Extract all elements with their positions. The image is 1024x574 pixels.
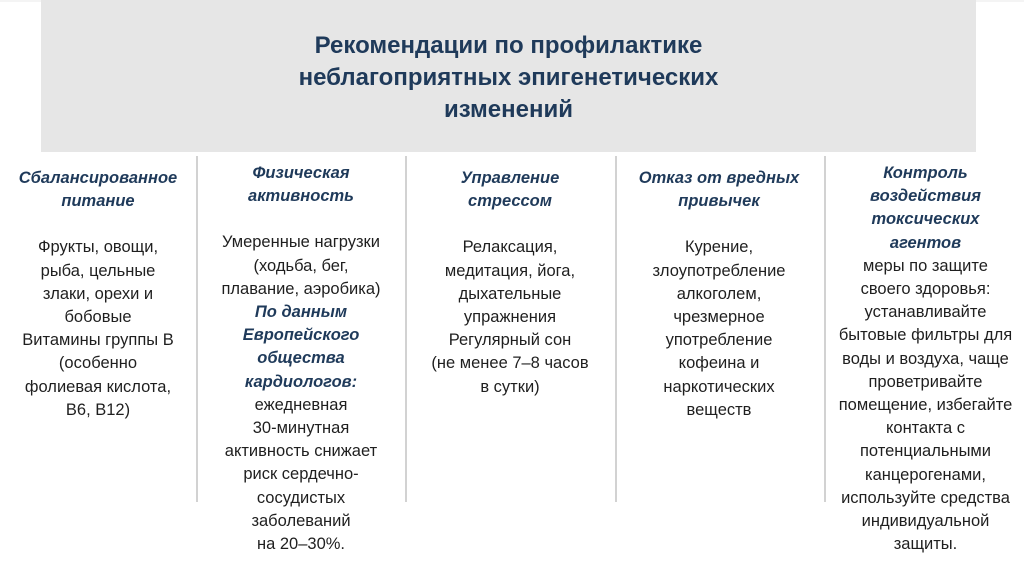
column-emphasis-line: кардиологов: bbox=[244, 372, 358, 391]
column-text-line: контакта с bbox=[885, 419, 966, 438]
title-line: изменений bbox=[443, 96, 574, 123]
column-text-line: Релаксация, bbox=[462, 238, 558, 257]
column-text-line: кофеина и bbox=[678, 354, 760, 373]
column-text-line: помещение, избегайте bbox=[838, 396, 1013, 415]
column-heading-line: Отказ от вредных bbox=[638, 169, 800, 187]
column-heading-line: воздействия bbox=[870, 187, 981, 206]
column-text-line: упражнения bbox=[463, 308, 557, 327]
column-text-line: риск сердечно- bbox=[243, 465, 359, 484]
column-bad-habits bbox=[619, 167, 819, 422]
column-stress-management bbox=[410, 167, 610, 399]
column-text-line: бытовые фильтры для bbox=[838, 326, 1013, 345]
column-divider bbox=[405, 156, 407, 502]
column-text-line: В6, В12) bbox=[65, 400, 131, 419]
column-text-line: активность снижает bbox=[224, 442, 378, 461]
column-heading-line: агентов bbox=[889, 233, 962, 252]
column-text-line: Регулярный сон bbox=[448, 331, 572, 350]
column-text-line: Фрукты, овощи, bbox=[37, 238, 159, 257]
column-text-line: Умеренные нагрузки bbox=[221, 233, 380, 252]
column-text-line: медитация, йога, bbox=[444, 261, 576, 280]
page-title bbox=[41, 30, 976, 126]
column-text-line: (особенно bbox=[58, 354, 138, 373]
column-text-line: индивидуальной bbox=[861, 512, 990, 531]
column-emphasis-line: По данным bbox=[254, 303, 348, 322]
column-text-line: Курение, bbox=[684, 238, 754, 257]
column-text-line: чрезмерное bbox=[673, 308, 765, 327]
column-text-line: воды и воздуха, чаще bbox=[842, 349, 1009, 368]
column-text-line: на 20–30%. bbox=[256, 535, 345, 554]
column-text-line: дыхательные bbox=[458, 284, 562, 303]
column-heading-line: активность bbox=[248, 187, 354, 206]
column-text-line: злоупотребление bbox=[652, 261, 786, 280]
column-heading-line: питание bbox=[61, 192, 135, 211]
column-text-line: злаки, орехи и bbox=[42, 284, 154, 303]
column-heading-line: привычек bbox=[678, 192, 760, 211]
column-text-line: алкоголем, bbox=[676, 284, 762, 303]
column-text-line: рыба, цельные bbox=[40, 261, 156, 280]
column-text-line: защиты. bbox=[893, 535, 958, 554]
column-heading-line: токсических bbox=[871, 210, 980, 229]
column-text-line: Витамины группы В bbox=[22, 331, 174, 350]
column-toxic-agents bbox=[827, 162, 1024, 556]
column-physical-activity bbox=[202, 162, 400, 556]
column-text-line: ежедневная bbox=[254, 395, 348, 414]
column-text-line: проветривайте bbox=[868, 372, 983, 391]
column-heading-line: Контроль bbox=[883, 164, 968, 182]
column-text-line: (не менее 7–8 часов bbox=[431, 354, 589, 373]
column-text-line: (ходьба, бег, bbox=[253, 256, 349, 275]
column-nutrition bbox=[4, 167, 192, 422]
title-line: Рекомендации по профилактике bbox=[314, 32, 703, 59]
column-divider bbox=[196, 156, 198, 502]
column-text-line: употребление bbox=[665, 331, 773, 350]
column-text-line: заболеваний bbox=[251, 511, 351, 530]
column-text-line: потенциальными bbox=[859, 442, 991, 461]
column-text-line: плавание, аэробика) bbox=[221, 279, 381, 298]
column-text-line: наркотических bbox=[663, 377, 775, 396]
column-text-line: в сутки) bbox=[480, 377, 540, 396]
column-heading-line: Сбалансированное bbox=[18, 169, 178, 187]
column-text-line: меры по защите bbox=[863, 256, 988, 275]
column-divider bbox=[824, 156, 826, 502]
column-emphasis-line: общества bbox=[257, 349, 345, 368]
column-text-line: устанавливайте bbox=[864, 303, 987, 322]
column-text-line: бобовые bbox=[64, 308, 132, 327]
column-heading-line: Физическая bbox=[252, 164, 350, 182]
column-text-line: канцерогенами, bbox=[865, 465, 986, 484]
column-text-line: сосудистых bbox=[256, 488, 346, 507]
column-text-line: своего здоровья: bbox=[860, 280, 991, 299]
column-text-line: фолиевая кислота, bbox=[24, 377, 172, 396]
column-heading-line: Управление bbox=[460, 169, 560, 187]
column-text-line: 30-минутная bbox=[252, 419, 350, 438]
column-text-line: используйте средства bbox=[841, 488, 1010, 507]
column-heading-line: стрессом bbox=[468, 192, 552, 211]
column-divider bbox=[615, 156, 617, 502]
column-text-line: веществ bbox=[686, 400, 752, 419]
column-emphasis-line: Европейского bbox=[242, 326, 360, 345]
title-line: неблагоприятных эпигенетических bbox=[298, 64, 719, 91]
